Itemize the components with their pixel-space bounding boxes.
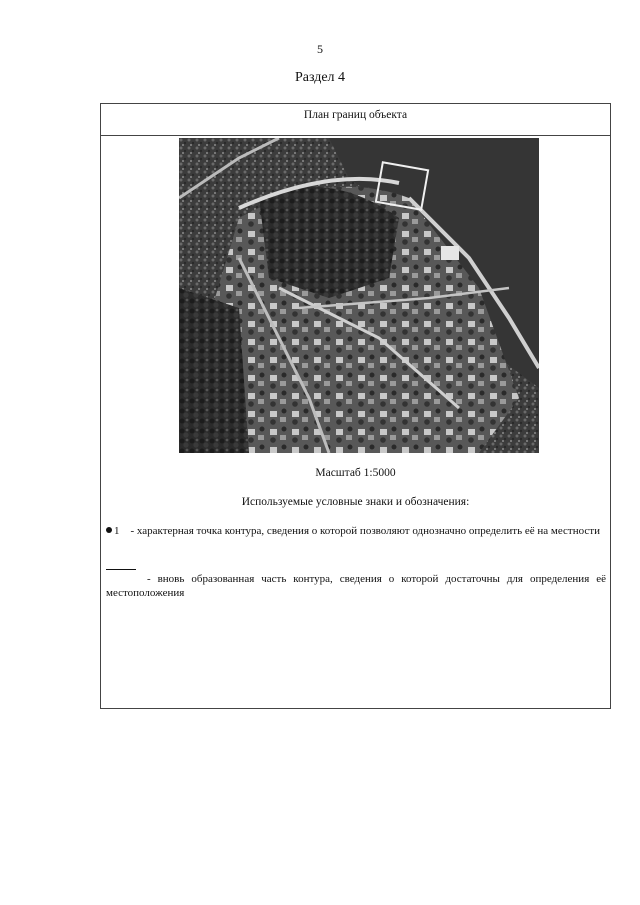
legend-point-text: - характерная точка контура, сведения о которой позволяют однозначно определить её на местности	[127, 525, 600, 537]
aerial-photo-illustration	[179, 138, 539, 453]
scale-label: Масштаб 1:5000	[315, 467, 396, 479]
point-marker-icon	[106, 527, 112, 533]
legend-item-point	[106, 524, 606, 538]
legend-title: Используемые условные знаки и обозначения:	[241, 496, 470, 508]
section-title: Раздел 4	[294, 70, 346, 85]
contour-line-icon	[106, 569, 136, 570]
page-number: 5	[317, 42, 323, 56]
legend-contour-text: - вновь образованная часть контура, сведения о которой достаточны для определения её местоположения	[106, 573, 606, 599]
aerial-map-image	[179, 138, 539, 453]
boundary-plan-frame	[100, 103, 611, 709]
legend-point-number: 1	[114, 525, 120, 537]
legend-item-contour	[106, 569, 606, 600]
frame-header: План границ объекта	[101, 104, 610, 136]
